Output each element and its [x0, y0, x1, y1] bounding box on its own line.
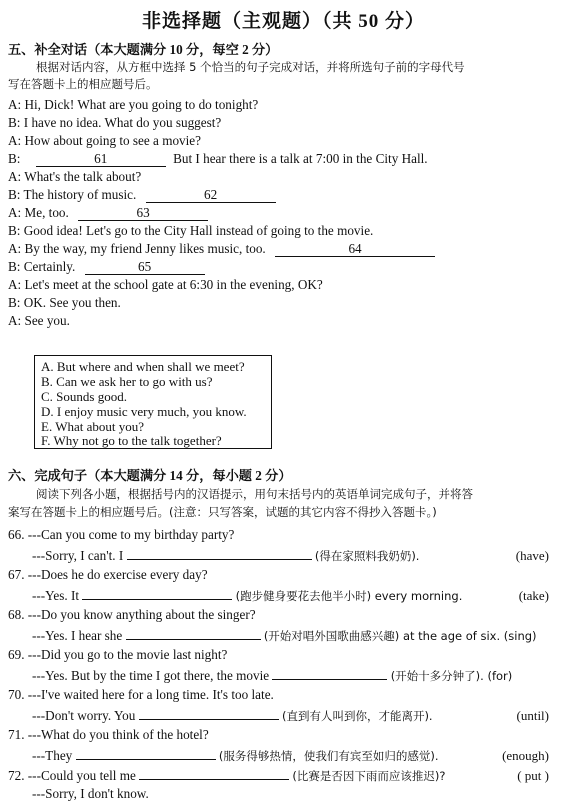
question-71-answer	[32, 746, 439, 765]
word-hint-71: (enough)	[502, 748, 549, 763]
question-72-prompt	[8, 766, 446, 785]
word-hint-67: (take)	[518, 588, 549, 603]
section-6-instruction-1: 阅读下列各小题，根据括号内的汉语提示，用句末括号内的英语单词完成句子，并将答	[36, 487, 473, 501]
question-71-prompt: 71. ---What do you think of the hotel?	[8, 727, 209, 742]
dialogue-line-3: A: How about going to see a movie?	[8, 133, 202, 148]
answer-text: ---Yes. I hear she	[32, 628, 123, 643]
question-72-reply: ---Sorry, I don't know.	[32, 786, 149, 801]
dialogue-text: A: By the way, my friend Jenny likes music, too.	[8, 241, 266, 256]
word-hint-70: (until)	[516, 708, 549, 723]
question-67-prompt: 67. ---Does he do exercise every day?	[8, 567, 208, 582]
question-67-answer	[32, 586, 462, 605]
dialogue-text: B: Certainly.	[8, 259, 76, 274]
answer-text: ---Yes. But by the time I got there, the movie	[32, 668, 270, 683]
blank-61[interactable]: 61	[36, 153, 166, 167]
answer-text: 72. ---Could you tell me	[8, 768, 136, 783]
option-b: B. Can we ask her to go with us?	[41, 374, 213, 389]
dialogue-text: B: The history of music.	[8, 187, 137, 202]
chinese-hint: (开始十多分钟了). (for)	[390, 669, 513, 683]
question-66-answer	[32, 546, 419, 565]
dialogue-line-13: A: See you.	[8, 313, 70, 328]
section-5-instruction-1: 根据对话内容，从方框中选择 5 个恰当的句子完成对话，并将所选句子前的字母代号	[36, 60, 465, 74]
question-70-prompt: 70. ---I've waited here for a long time. It's too late.	[8, 687, 274, 702]
option-c: C. Sounds good.	[41, 389, 127, 404]
dialogue-line-4	[8, 150, 428, 167]
answer-text: ---Sorry, I can't. I	[32, 548, 124, 563]
speaker-label: B:	[8, 151, 21, 166]
answer-blank-70[interactable]	[139, 706, 279, 720]
dialogue-line-8: B: Good idea! Let's go to the City Hall instead of going to the movie.	[8, 223, 374, 238]
dialogue-line-2: B: I have no idea. What do you suggest?	[8, 115, 222, 130]
option-f: F. Why not go to the talk together?	[41, 433, 222, 448]
answer-blank-68[interactable]	[126, 626, 261, 640]
dialogue-line-9	[8, 240, 435, 257]
chinese-hint: (服务得够热情，使我们有宾至如归的感觉).	[218, 749, 439, 763]
dialogue-text: A: Me, too.	[8, 205, 69, 220]
section-5-heading: 五、补全对话（本大题满分 10 分，每空 2 分）	[8, 42, 279, 57]
option-d: D. I enjoy music very much, you know.	[41, 404, 247, 419]
page-title: 非选择题（主观题）（共 50 分）	[141, 11, 425, 32]
options-box	[34, 355, 272, 449]
blank-63[interactable]: 63	[78, 207, 208, 221]
dialogue-line-12: B: OK. See you then.	[8, 295, 121, 310]
blank-62[interactable]: 62	[146, 189, 276, 203]
dialogue-line-7	[8, 204, 208, 221]
option-a: A. But where and when shall we meet?	[41, 359, 245, 374]
chinese-hint: (直到有人叫到你，才能离开).	[281, 709, 433, 723]
answer-blank-67[interactable]	[82, 586, 232, 600]
dialogue-line-6	[8, 186, 276, 203]
word-hint-72: ( put )	[517, 768, 549, 783]
answer-blank-69[interactable]	[272, 666, 387, 680]
answer-text: ---They	[32, 748, 73, 763]
answer-blank-72[interactable]	[139, 766, 289, 780]
question-68-prompt: 68. ---Do you know anything about the singer?	[8, 607, 256, 622]
chinese-hint: (得在家照料我奶奶).	[314, 549, 420, 563]
answer-blank-71[interactable]	[76, 746, 216, 760]
dialogue-line-5: A: What's the talk about?	[8, 169, 142, 184]
chinese-hint: (跑步健身要花去他半小时) every morning.	[235, 589, 463, 603]
dialogue-line-10	[8, 258, 205, 275]
dialogue-line-1: A: Hi, Dick! What are you going to do tonight?	[8, 97, 259, 112]
chinese-hint: (开始对唱外国歌曲感兴趣) at the age of six. (sing)	[263, 629, 537, 643]
question-69-answer	[32, 666, 512, 685]
section-5-instruction-2: 写在答题卡上的相应题号后。	[8, 77, 158, 91]
section-6-instruction-2: 案写在答题卡上的相应题号后。(注意：只写答案，试题的其它内容不得抄入答题卡。)	[8, 505, 437, 519]
word-hint-66: (have)	[515, 548, 549, 563]
dialogue-line-11: A: Let's meet at the school gate at 6:30 in the evening, OK?	[8, 277, 323, 292]
question-68-answer	[32, 626, 537, 645]
blank-65[interactable]: 65	[85, 261, 205, 275]
chinese-hint: (比赛是否因下雨而应该推迟)?	[292, 769, 446, 783]
blank-64[interactable]: 64	[275, 243, 435, 257]
answer-blank-66[interactable]	[127, 546, 312, 560]
answer-text: ---Don't worry. You	[32, 708, 136, 723]
section-6-heading: 六、完成句子（本大题满分 14 分，每小题 2 分）	[8, 468, 292, 483]
dialogue-text: But I hear there is a talk at 7:00 in the City Hall.	[173, 151, 428, 166]
question-66-prompt: 66. ---Can you come to my birthday party?	[8, 527, 235, 542]
answer-text: ---Yes. It	[32, 588, 80, 603]
question-69-prompt: 69. ---Did you go to the movie last night?	[8, 647, 228, 662]
question-70-answer	[32, 706, 433, 725]
option-e: E. What about you?	[41, 419, 145, 434]
